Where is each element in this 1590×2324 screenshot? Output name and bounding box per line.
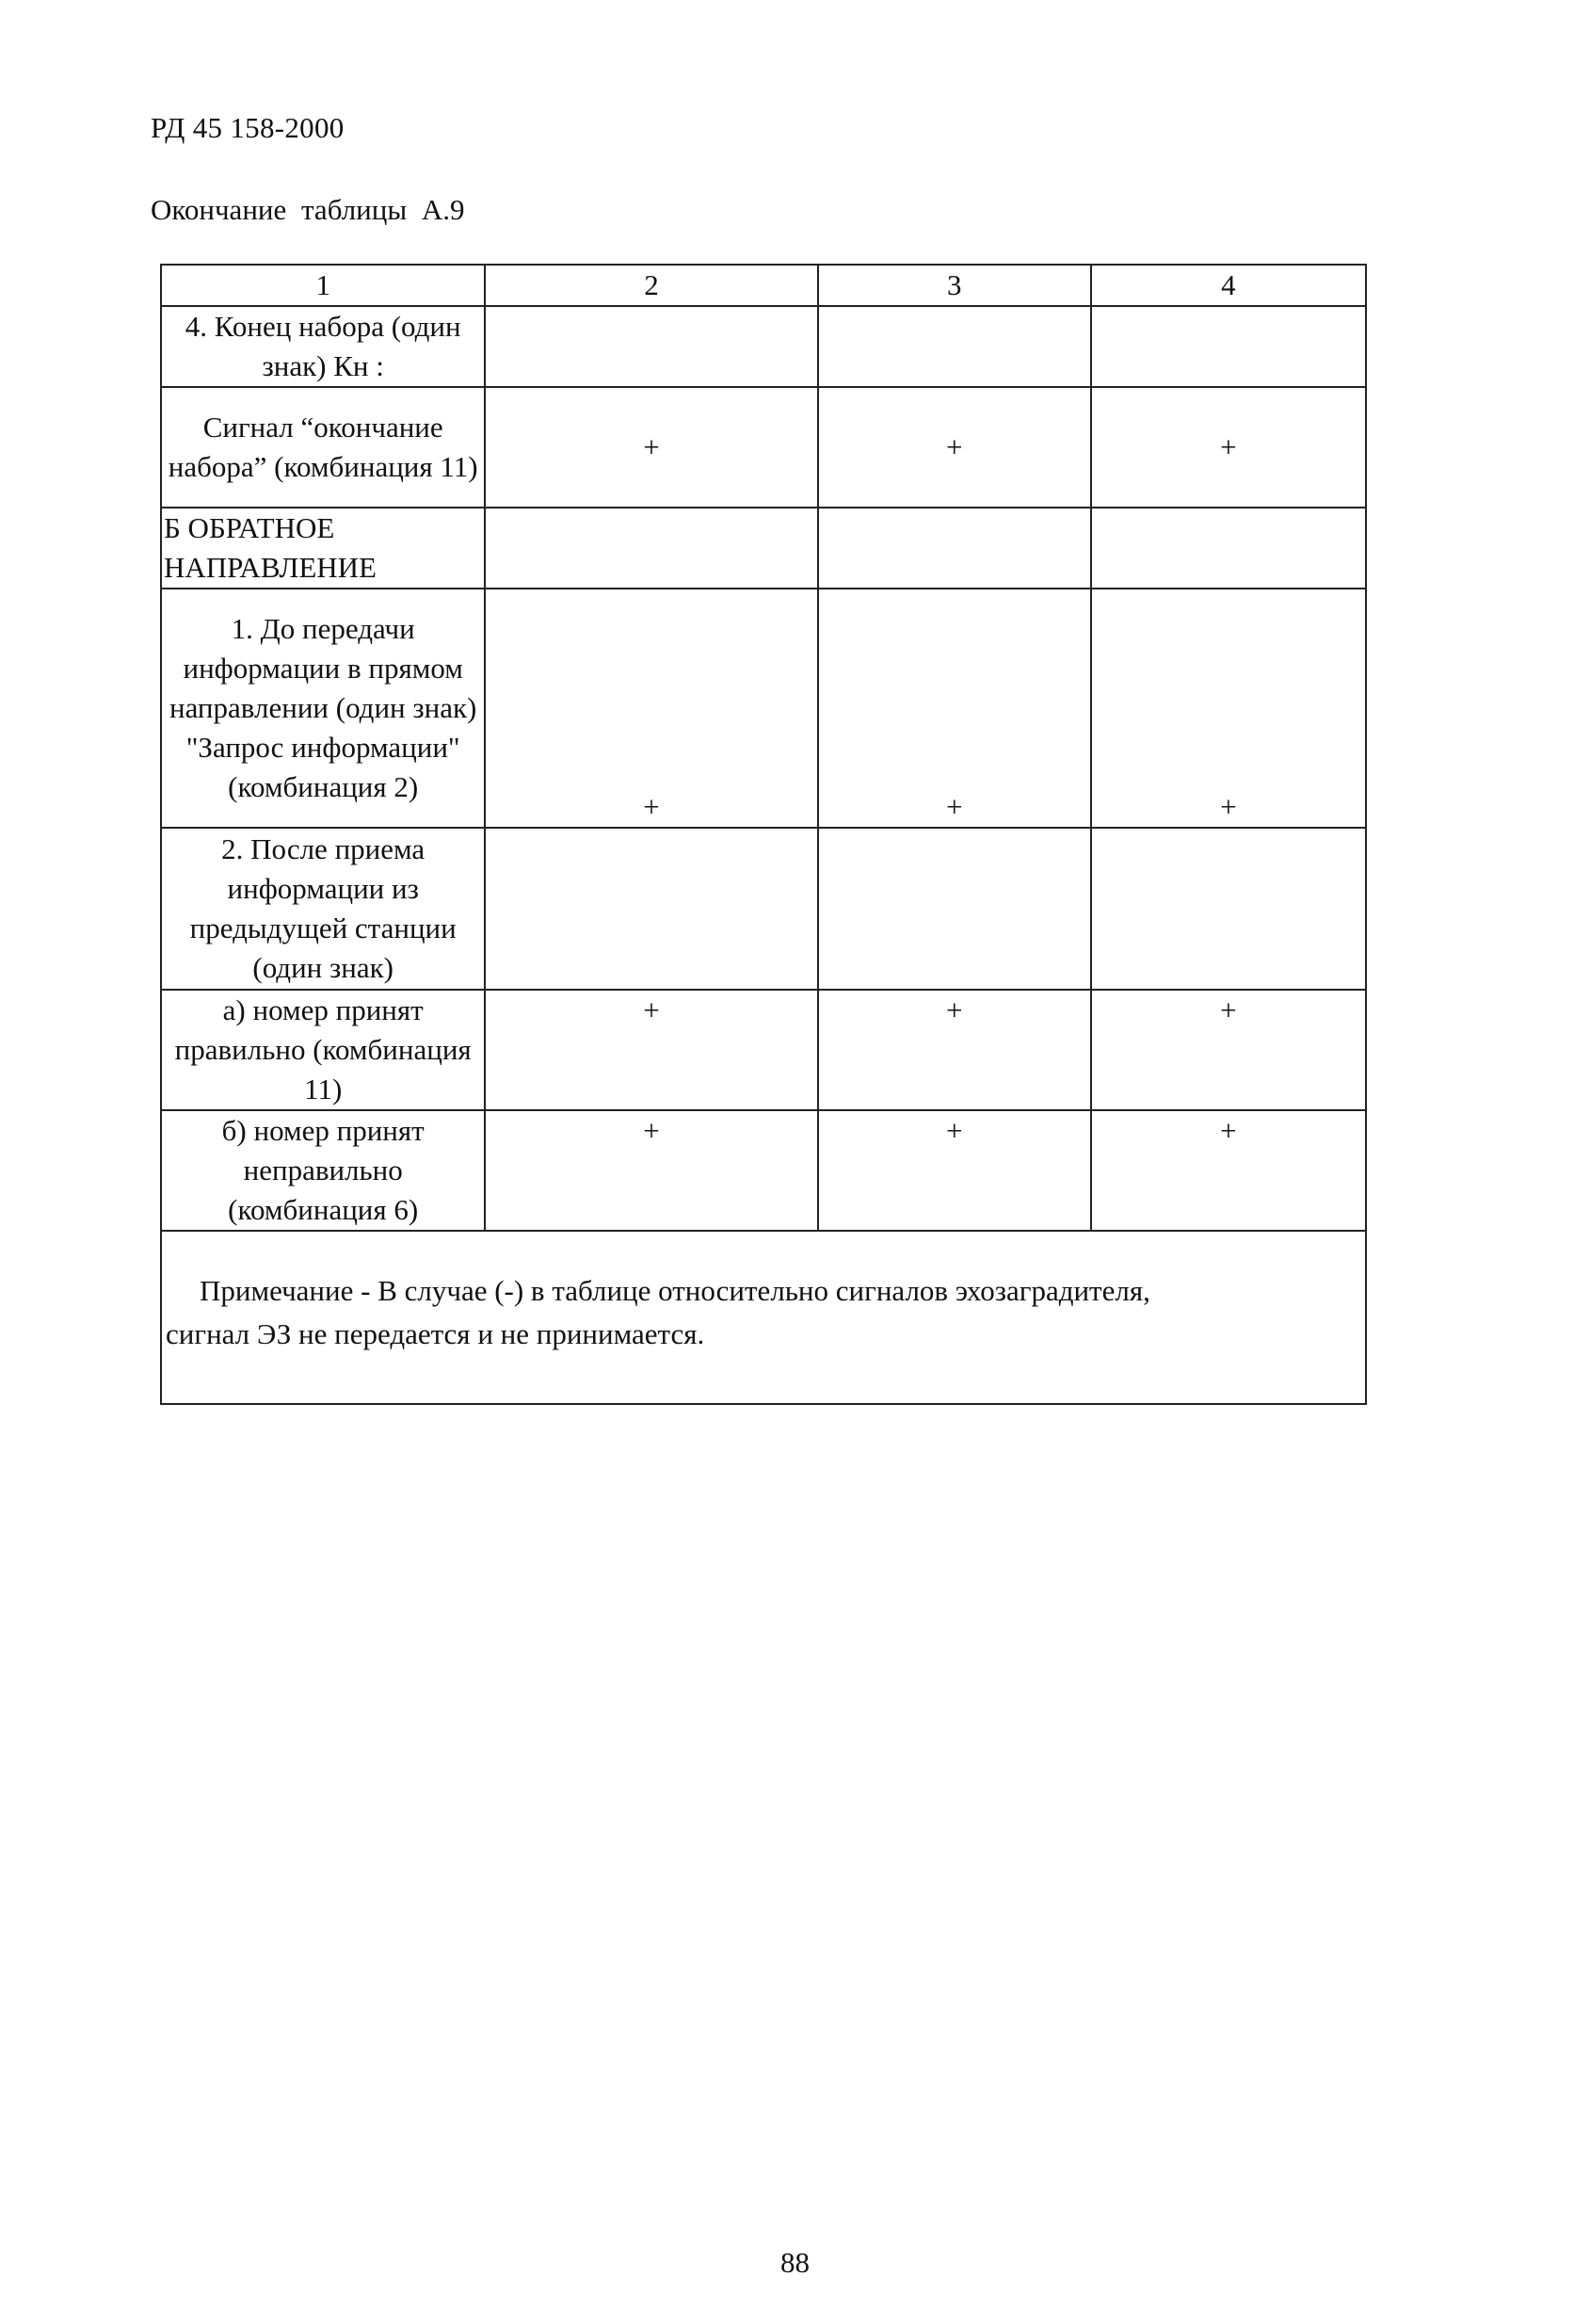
row-cell <box>1091 508 1366 589</box>
row-label: 1. До передачи информации в прямом направлении (один знак) "Запрос информации" (комбинация 2) <box>161 589 485 828</box>
row-label: 4. Конец набора (один знак) Кн : <box>161 306 485 387</box>
table-header-row <box>161 265 1366 306</box>
row-cell: + <box>1091 990 1366 1110</box>
row-label: б) номер принят неправильно (комбинация 6) <box>161 1110 485 1231</box>
row-cell <box>485 508 817 589</box>
header-col-3: 3 <box>818 265 1091 306</box>
row-cell: + <box>485 387 817 508</box>
row-cell <box>1091 306 1366 387</box>
row-cell <box>485 828 817 990</box>
table-row <box>161 990 1366 1110</box>
row-cell: + <box>1091 1110 1366 1231</box>
table-row <box>161 508 1366 589</box>
row-cell: + <box>1091 387 1366 508</box>
row-label: Сигнал “окончание набора” (комбинация 11) <box>161 387 485 508</box>
header-col-4: 4 <box>1091 265 1366 306</box>
signals-table <box>160 264 1367 1405</box>
row-cell: + <box>485 1110 817 1231</box>
table-row <box>161 387 1366 508</box>
row-cell: + <box>1091 589 1366 828</box>
table-caption: Окончание таблицы А.9 <box>151 193 465 226</box>
row-label: 2. После приема информации из предыдущей станции (один знак) <box>161 828 485 990</box>
table-note <box>161 1231 1366 1404</box>
note-line-1: Примечание - В случае (-) в таблице относительно сигналов эхозаградителя, <box>200 1274 1150 1307</box>
row-cell: + <box>485 589 817 828</box>
row-label: а) номер принят правильно (комбинация 11) <box>161 990 485 1110</box>
row-cell <box>818 828 1091 990</box>
table-row <box>161 589 1366 828</box>
note-line-2: сигнал ЭЗ не передается и не принимается. <box>166 1317 705 1350</box>
row-cell: + <box>485 990 817 1110</box>
table-row <box>161 1110 1366 1231</box>
row-cell <box>485 306 817 387</box>
row-cell <box>1091 828 1366 990</box>
row-cell <box>818 508 1091 589</box>
table-row <box>161 828 1366 990</box>
row-cell: + <box>818 1110 1091 1231</box>
row-cell: + <box>818 387 1091 508</box>
note-row <box>161 1231 1366 1404</box>
header-col-1: 1 <box>161 265 485 306</box>
document-code: РД 45 158-2000 <box>151 111 345 144</box>
table-row <box>161 306 1366 387</box>
row-cell <box>818 306 1091 387</box>
section-label: Б ОБРАТНОЕ НАПРАВЛЕНИЕ <box>161 508 485 589</box>
page-number: 88 <box>780 2246 810 2279</box>
header-col-2: 2 <box>485 265 817 306</box>
row-cell: + <box>818 589 1091 828</box>
row-cell: + <box>818 990 1091 1110</box>
